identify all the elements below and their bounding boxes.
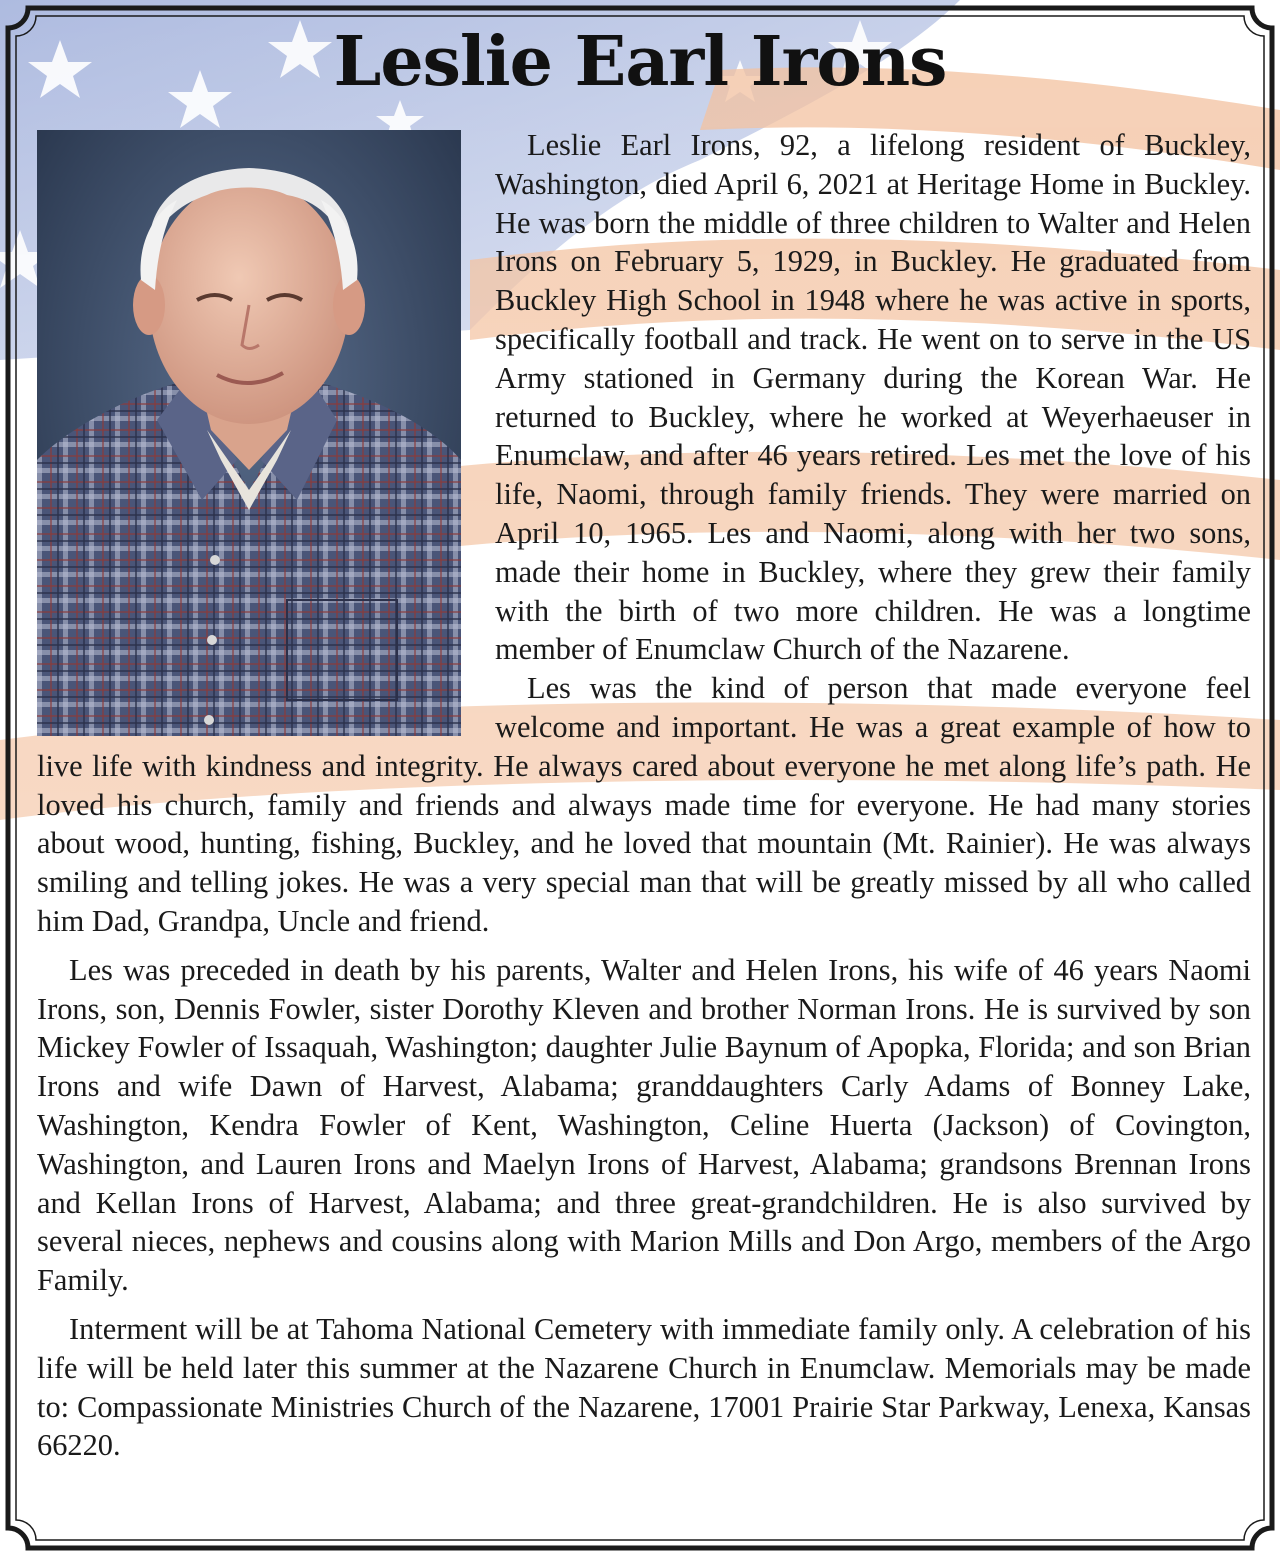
- obituary-paragraph-3: Les was preceded in death by his parents, Walter and Helen Irons, his wife of 46 years Naomi Irons, son, Dennis Fowler, sister Dorothy Kleven and brother Norman Irons. He is survived by son Mickey Fowler of Issaquah, Washington; daughter Julie Baynum of Apopka, Florida; and son Brian Irons and wife Dawn of Harvest, Alabama; granddaughters Carly Adams of Bonney Lake, Washington, Kendra Fowler of Kent, Washington, Celine Huerta (Jackson) of Covington, Washington, and Lauren Irons and Maelyn Irons of Harvest, Alabama; grandsons Brennan Irons and Kellan Irons of Harvest, Alabama; and three great-grandchildren. He is also survived by several nieces, nephews and cousins along with Marion Mills and Don Argo, members of the Argo Family.: [37, 952, 1251, 1298]
- obituary-paragraph-4: Interment will be at Tahoma National Cemetery with immediate family only. A celebration of his life will be held later this summer at the Nazarene Church in Enumclaw. Memorials may be made to: Compassionate Ministries Church of the Nazarene, 17001 Prairie Star Parkway, Lenexa, Kansas 66220.: [37, 1311, 1251, 1463]
- obituary-paragraph-1: Leslie Earl Irons, 92, a lifelong resident of Buckley, Washington, died April 6, 2021 at Heritage Home in Buckley. He was born the middle of three children to Walter and Helen Irons on February 5, 1929, in Buckley. He graduated from Buckley High School in 1948 where he was active in sports, specifically football and track. He went on to serve in the US Army stationed in Germany during the Korean War. He returned to Buckley, where he worked at Weyerhaeuser in Enumclaw, and after 46 years retired. Les met the love of his life, Naomi, through family friends. They were married on April 10, 1965. Les and Naomi, along with her two sons, made their home in Buckley, where they grew their family with the birth of two more children. He was a longtime member of Enumclaw Church of the Nazarene.: [495, 128, 1251, 667]
- photo-spacer: [37, 126, 461, 736]
- obituary-paragraph-2: Les was the kind of person that made everyone feel welcome and important. He was a great example of how to live life with kindness and integrity. He always cared about everyone he met along life’s path. He loved his church, family and friends and always made time for everyone. He had many stories about wood, hunting, fishing, Buckley, and he loved that mountain (Mt. Rainier). He was always smiling and telling jokes. He was a very special man that will be greatly missed by all who called him Dad, Grandpa, Uncle and friend.: [37, 671, 1251, 938]
- obituary-title: Leslie Earl Irons: [333, 22, 947, 102]
- obituary-body: [37, 126, 1251, 1465]
